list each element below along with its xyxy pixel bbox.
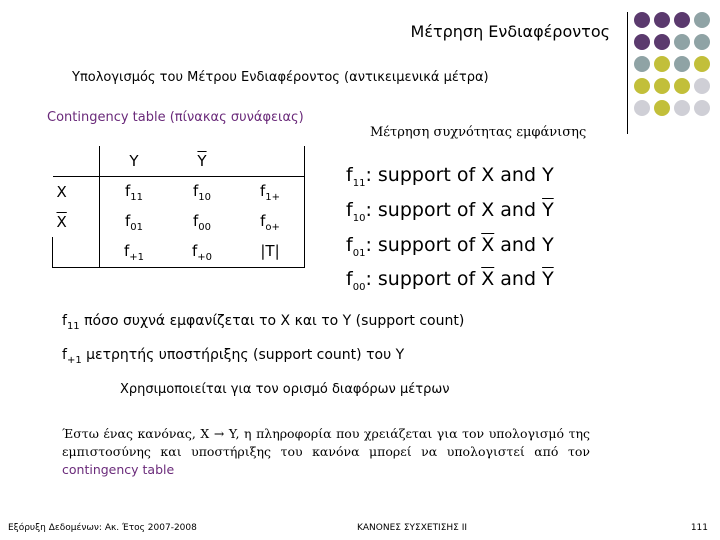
contingency-table-highlight: contingency table	[62, 462, 175, 477]
frequency-heading: Μέτρηση συχνότητας εμφάνισης	[370, 125, 587, 140]
decor-dot	[654, 78, 670, 94]
decor-dot	[654, 34, 670, 50]
decor-dot	[674, 12, 690, 28]
col-header-y: Y	[100, 146, 169, 177]
header-divider	[627, 12, 628, 134]
decor-dot	[694, 12, 710, 28]
footer-chapter: ΚΑΝΟΝΕΣ ΣΥΣΧΕΤΙΣΗΣ ΙΙ	[357, 523, 468, 533]
decor-dot	[654, 56, 670, 72]
page-title: Μέτρηση Ενδιαφέροντος	[410, 22, 610, 41]
decor-dot	[694, 78, 710, 94]
decorative-dot-grid	[630, 10, 718, 145]
row-label-x: X	[56, 183, 67, 201]
decor-dot	[654, 12, 670, 28]
support-line: $f_{10}$: support of X and $\overline{Y}$	[346, 198, 554, 224]
decor-dot	[674, 34, 690, 50]
contingency-table-label: Contingency table (πίνακας συνάφειας)	[47, 110, 304, 125]
page-number: 111	[690, 523, 708, 533]
note-f-plus1: $f_{+1}$ μετρητής υποστήριξης (support count) του Y	[62, 347, 405, 366]
table-row: $\overline{X}$ $f_{01}$ $f_{00}$ $f_{o+}$	[53, 207, 305, 237]
decor-dot	[634, 12, 650, 28]
decor-dot	[674, 100, 690, 116]
support-line: $f_{11}$: support of X and Y	[346, 164, 554, 189]
decor-dot	[634, 34, 650, 50]
support-line: $f_{00}$: support of $\overline{X}$ and $\overline{Y}$	[346, 268, 554, 294]
col-header-not-y: $\overline{Y}$	[197, 152, 207, 170]
decor-dot	[634, 56, 650, 72]
contingency-table	[52, 146, 305, 268]
decor-dot	[674, 78, 690, 94]
decor-dot	[694, 100, 710, 116]
row-label-not-x: $\overline{X}$	[56, 213, 67, 231]
support-line: $f_{01}$: support of $\overline{X}$ and Y	[346, 233, 554, 259]
decor-dot	[634, 78, 650, 94]
table-header-row	[53, 146, 305, 177]
note-usage: Χρησιμοποιείται για τον ορισμό διαφόρων μέτρων	[120, 382, 450, 397]
decor-dot	[694, 34, 710, 50]
support-definitions	[346, 162, 554, 301]
decor-dot	[654, 100, 670, 116]
footer-course: Εξόρυξη Δεδομένων: Ακ. Έτος 2007-2008	[8, 523, 197, 533]
subtitle: Υπολογισμός του Μέτρου Ενδιαφέροντος (αντικειμενικά μέτρα)	[72, 70, 489, 85]
decor-dot	[694, 56, 710, 72]
decor-dot	[674, 56, 690, 72]
rule-paragraph: Έστω ένας κανόνας, X → Y, η πληροφορία που χρειάζεται για τον υπολογισμό της εμπιστοσύνης και υποστήριξης του κανόνα μπορεί να υπολογιστεί από τον contingency table	[62, 426, 590, 477]
table-row: X $f_{11}$ $f_{10}$ $f_{1+}$	[53, 177, 305, 208]
table-row: $f_{+1}$ $f_{+0}$ |T|	[53, 237, 305, 268]
decor-dot	[634, 100, 650, 116]
note-f11: $f_{11}$ πόσο συχνά εμφανίζεται το X και το Y (support count)	[62, 313, 465, 332]
